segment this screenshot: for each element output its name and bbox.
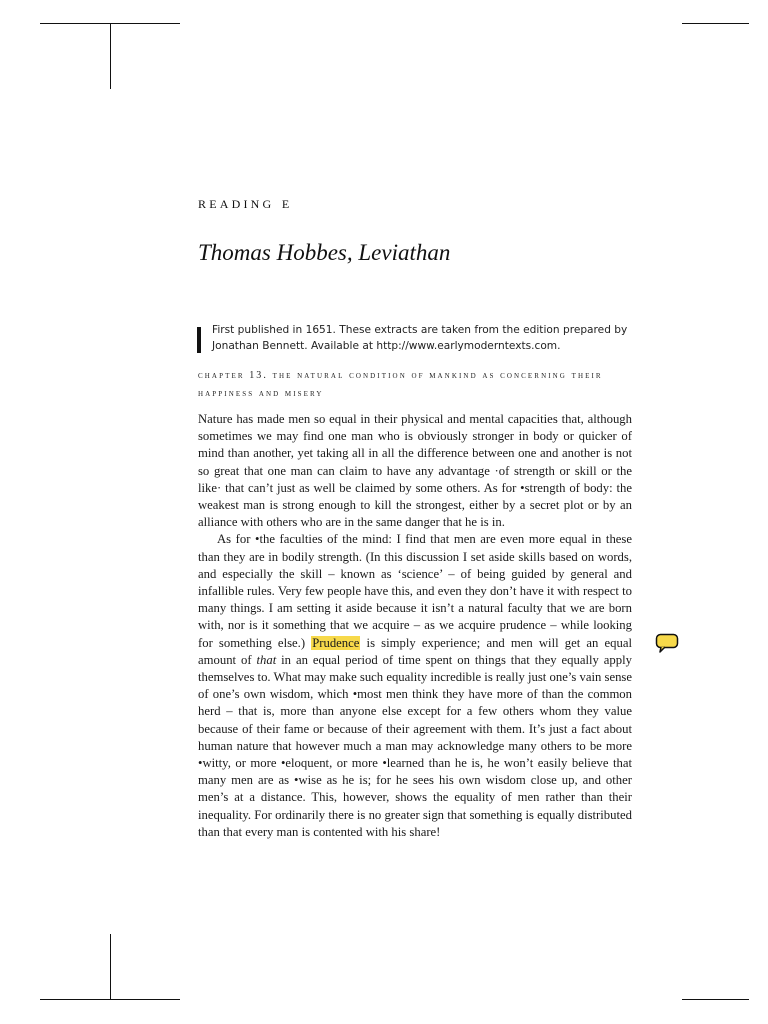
publication-note bbox=[212, 322, 632, 354]
publication-note-line: First published in 1651. These extracts are taken from the edition prepared by bbox=[212, 324, 628, 336]
body-text bbox=[198, 411, 632, 841]
note-bar bbox=[197, 327, 201, 353]
chapter-heading: chapter 13. the natural condition of mankind as concerning their happiness and misery bbox=[198, 370, 603, 399]
paragraph-2: As for •the faculties of the mind: I find that men are even more equal in these than they are in bodily strength. (In this discussion I set aside skills based on words, and especially the skill – known as ‘science’ – of being guided by general and infallible rules. Very few people have this, and even they don’t have it with respect to many things. I am setting it aside because it isn’t a natural faculty that we are born with, nor is it something that we acquire – as we acquire prudence – while looking for something else.) Prudence is simply experience; and men will get an equal amount of that in an equal period of time spent on things that they equally apply themselves to. What may make such equality incredible is really just one’s vain sense of one’s own wisdom, which •most men think they have more of than the common herd – that is, more than anyone else except for a few others whom they value because of their fame or because of their agreement with them. It’s just a fact about human nature that however much a man may acknowledge many others to be more •witty, or more •eloquent, or more •learned than he is, he won’t easily believe that many men are as •wise as he is; for he sees his own wisdom close up, and other men’s at a distance. This, however, shows the equality of men rather than their inequality. For ordinarily there is no greater sign that something is equally distributed than that every man is contented with his share! bbox=[198, 532, 632, 839]
crop-mark-bottom-left-v bbox=[110, 934, 111, 1000]
paragraph-1: Nature has made men so equal in their physical and mental capacities that, although sometimes we may find one man who is obviously stronger in body or quicker of mind than another, yet taking all in all the difference between one and another is not so great that one man can claim to have any advantage ·of strength or skill or the like· that can’t just as well be claimed by some others. As for •strength of body: the weakest man is strong enough to kill the strongest, either by a secret plot or by an alliance with others who are in the same danger that he is in. bbox=[198, 412, 632, 530]
reading-title: Thomas Hobbes, Leviathan bbox=[198, 240, 451, 265]
comment-icon[interactable] bbox=[655, 633, 679, 653]
italic-word: that bbox=[256, 652, 277, 667]
highlighted-word[interactable]: Prudence bbox=[312, 635, 360, 650]
crop-mark-top-left-v bbox=[110, 23, 111, 89]
crop-mark-top-right-h bbox=[682, 23, 749, 24]
publication-note-line: Jonathan Bennett. Available at http://www.earlymoderntexts.com. bbox=[212, 340, 561, 352]
reading-label: reading e bbox=[198, 193, 293, 212]
crop-mark-bottom-right-h bbox=[682, 999, 749, 1000]
